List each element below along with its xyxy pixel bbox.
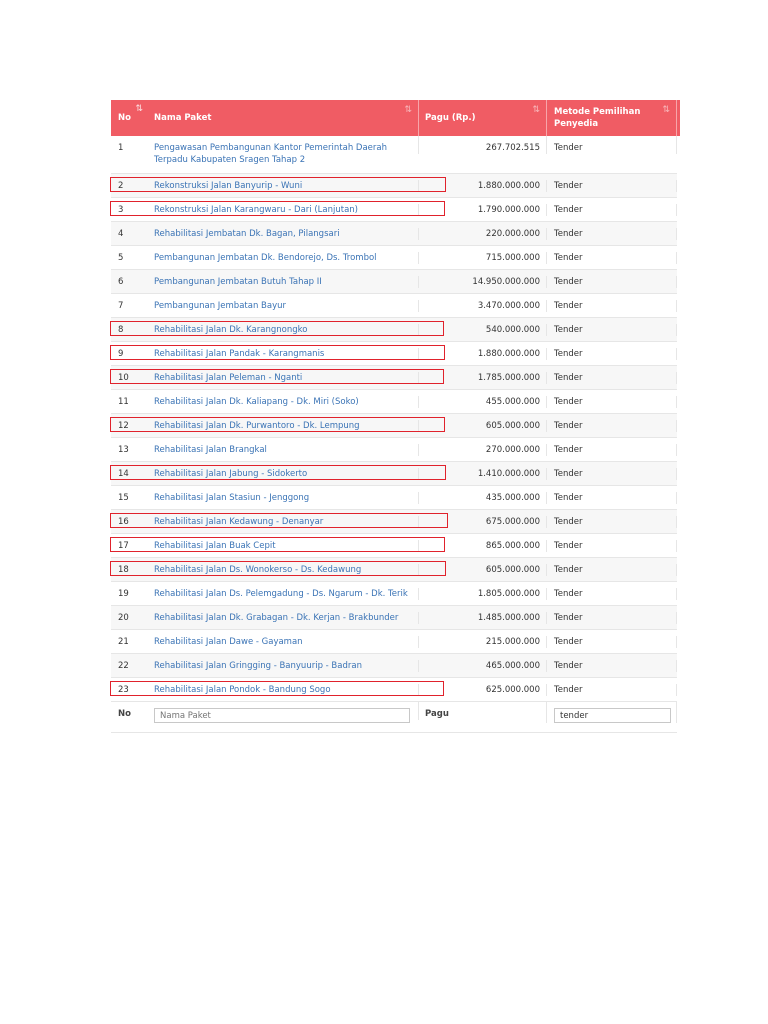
row-nama-cell	[147, 612, 418, 624]
table-row	[111, 606, 677, 630]
row-pagu: 865.000.000	[418, 540, 546, 552]
table-row	[111, 630, 677, 654]
table-row	[111, 438, 677, 462]
row-no: 18	[118, 564, 129, 575]
row-nama-cell	[147, 588, 418, 600]
row-metode: Tender	[546, 396, 677, 408]
table-row	[111, 270, 677, 294]
row-nama-cell	[147, 564, 418, 576]
row-nama-cell	[147, 204, 418, 216]
table-row	[111, 678, 677, 702]
paket-name-link[interactable]: Rehabilitasi Jalan Dk. Kaliapang - Dk. Miri (Soko)	[154, 396, 359, 407]
sort-icon[interactable]: ⇅	[404, 105, 411, 115]
row-no: 19	[118, 588, 129, 599]
row-no: 16	[118, 516, 129, 527]
paket-name-link[interactable]: Rehabilitasi Jalan Brangkal	[154, 444, 267, 455]
row-no: 14	[118, 468, 129, 479]
footer-pagu-label: Pagu	[418, 702, 546, 720]
row-nama-cell	[147, 684, 418, 696]
row-nama-cell	[147, 300, 418, 312]
footer-nama-cell	[147, 702, 418, 723]
row-nama-cell	[147, 276, 418, 288]
paket-name-link[interactable]: Pengawasan Pembangunan Kantor Pemerintah Daerah Terpadu Kabupaten Sragen Tahap 2	[154, 143, 387, 165]
header-pagu-label: Pagu (Rp.)	[425, 113, 476, 123]
row-metode: Tender	[546, 612, 677, 624]
row-no: 4	[118, 228, 124, 239]
row-pagu: 215.000.000	[418, 636, 546, 648]
row-metode: Tender	[546, 516, 677, 528]
paket-name-link[interactable]: Rehabilitasi Jembatan Dk. Bagan, Pilangsari	[154, 228, 340, 239]
header-edge	[677, 100, 680, 136]
paket-name-link[interactable]: Rekonstruksi Jalan Banyurip - Wuni	[154, 180, 303, 191]
row-pagu: 1.805.000.000	[418, 588, 546, 600]
paket-name-link[interactable]: Rehabilitasi Jalan Pandak - Karangmanis	[154, 348, 325, 359]
row-no: 9	[118, 348, 124, 359]
paket-name-link[interactable]: Rehabilitasi Jalan Stasiun - Jenggong	[154, 492, 310, 503]
row-no: 21	[118, 636, 129, 647]
row-metode: Tender	[546, 468, 677, 480]
paket-name-link[interactable]: Rehabilitasi Jalan Peleman - Nganti	[154, 372, 303, 383]
paket-table	[111, 100, 677, 733]
row-pagu: 267.702.515	[418, 136, 546, 154]
header-nama-paket[interactable]	[147, 100, 418, 136]
row-nama-cell	[147, 660, 418, 672]
row-metode: Tender	[546, 276, 677, 288]
row-metode: Tender	[546, 540, 677, 552]
row-nama-cell	[147, 468, 418, 480]
table-row	[111, 582, 677, 606]
row-pagu: 14.950.000.000	[418, 276, 546, 288]
row-nama-cell	[147, 636, 418, 648]
row-metode: Tender	[546, 636, 677, 648]
paket-name-link[interactable]: Rehabilitasi Jalan Jabung - Sidokerto	[154, 468, 308, 479]
row-no: 3	[118, 204, 124, 215]
row-pagu: 220.000.000	[418, 228, 546, 240]
row-metode: Tender	[546, 300, 677, 312]
header-no[interactable]	[111, 100, 147, 136]
row-metode: Tender	[546, 228, 677, 240]
paket-name-link[interactable]: Rehabilitasi Jalan Kedawung - Denanyar	[154, 516, 324, 527]
paket-name-link[interactable]: Rehabilitasi Jalan Dk. Karangnongko	[154, 324, 308, 335]
paket-name-link[interactable]: Rehabilitasi Jalan Ds. Wonokerso - Ds. Kedawung	[154, 564, 362, 575]
row-no: 23	[118, 684, 129, 695]
row-no: 1	[118, 143, 124, 153]
paket-name-link[interactable]: Rehabilitasi Jalan Ds. Pelemgadung - Ds. Ngarum - Dk. Terik	[154, 588, 408, 599]
row-pagu: 1.785.000.000	[418, 372, 546, 384]
paket-name-link[interactable]: Rehabilitasi Jalan Pondok - Bandung Sogo	[154, 684, 331, 695]
row-nama-cell	[147, 396, 418, 408]
table-row	[111, 198, 677, 222]
row-nama-cell	[147, 492, 418, 504]
row-nama-cell	[147, 324, 418, 336]
table-row	[111, 136, 677, 174]
table-row	[111, 174, 677, 198]
table-row	[111, 486, 677, 510]
table-row	[111, 414, 677, 438]
paket-name-link[interactable]: Rehabilitasi Jalan Dk. Purwantoro - Dk. Lempung	[154, 420, 360, 431]
row-pagu: 435.000.000	[418, 492, 546, 504]
row-pagu: 605.000.000	[418, 420, 546, 432]
table-row	[111, 294, 677, 318]
row-pagu: 1.880.000.000	[418, 180, 546, 192]
row-pagu: 605.000.000	[418, 564, 546, 576]
table-body	[111, 136, 677, 702]
header-pagu[interactable]	[418, 100, 546, 136]
row-metode: Tender	[546, 252, 677, 264]
paket-name-link[interactable]: Rehabilitasi Jalan Buak Cepit	[154, 540, 276, 551]
paket-name-link[interactable]: Rehabilitasi Jalan Gringging - Banyuurip - Badran	[154, 660, 362, 671]
filter-row	[111, 702, 677, 733]
sort-icon[interactable]: ⇅	[532, 105, 539, 115]
paket-name-link[interactable]: Rehabilitasi Jalan Dk. Grabagan - Dk. Kerjan - Brakbunder	[154, 612, 399, 623]
row-metode: Tender	[546, 564, 677, 576]
header-nama-label: Nama Paket	[154, 113, 212, 123]
row-metode: Tender	[546, 588, 677, 600]
row-no: 6	[118, 276, 124, 287]
row-nama-cell	[147, 516, 418, 528]
row-nama-cell	[147, 420, 418, 432]
row-no: 15	[118, 492, 129, 503]
row-no: 5	[118, 252, 124, 263]
row-metode: Tender	[546, 684, 677, 696]
paket-name-link[interactable]: Pembangunan Jembatan Butuh Tahap II	[154, 276, 322, 287]
footer-no-label: No	[118, 709, 131, 719]
paket-name-link[interactable]: Rekonstruksi Jalan Karangwaru - Dari (Lanjutan)	[154, 204, 358, 215]
row-pagu: 625.000.000	[418, 684, 546, 696]
row-pagu: 1.485.000.000	[418, 612, 546, 624]
row-pagu: 715.000.000	[418, 252, 546, 264]
row-nama-cell	[147, 136, 418, 166]
table-row	[111, 342, 677, 366]
row-nama-cell	[147, 252, 418, 264]
row-pagu: 455.000.000	[418, 396, 546, 408]
table-row	[111, 390, 677, 414]
row-pagu: 540.000.000	[418, 324, 546, 336]
row-nama-cell	[147, 228, 418, 240]
row-pagu: 1.880.000.000	[418, 348, 546, 360]
header-no-label: No	[118, 113, 131, 123]
row-metode: Tender	[546, 492, 677, 504]
row-nama-cell	[147, 444, 418, 456]
row-metode: Tender	[546, 136, 677, 154]
row-no: 22	[118, 660, 129, 671]
row-no: 11	[118, 396, 129, 407]
table-row	[111, 246, 677, 270]
row-no: 20	[118, 612, 129, 623]
footer-metode-cell	[546, 702, 677, 723]
sort-icon[interactable]: ⇅	[662, 105, 669, 115]
row-pagu: 270.000.000	[418, 444, 546, 456]
row-pagu: 675.000.000	[418, 516, 546, 528]
table-row	[111, 222, 677, 246]
row-no: 10	[118, 372, 129, 383]
row-metode: Tender	[546, 444, 677, 456]
table-header	[111, 100, 677, 136]
table-row	[111, 462, 677, 486]
row-metode: Tender	[546, 372, 677, 384]
table-row	[111, 534, 677, 558]
row-nama-cell	[147, 372, 418, 384]
paket-name-link[interactable]: Rehabilitasi Jalan Dawe - Gayaman	[154, 636, 303, 647]
row-metode: Tender	[546, 180, 677, 192]
row-metode: Tender	[546, 324, 677, 336]
row-pagu: 3.470.000.000	[418, 300, 546, 312]
row-nama-cell	[147, 348, 418, 360]
header-metode-label: Metode Pemilihan Penyedia	[554, 107, 641, 129]
metode-filter-input[interactable]	[554, 708, 671, 723]
row-no: 12	[118, 420, 129, 431]
row-no: 7	[118, 300, 124, 311]
table-row	[111, 366, 677, 390]
row-pagu: 1.790.000.000	[418, 204, 546, 216]
row-no: 8	[118, 324, 124, 335]
paket-name-link[interactable]: Pembangunan Jembatan Dk. Bendorejo, Ds. Trombol	[154, 252, 377, 263]
table-row	[111, 558, 677, 582]
table-row	[111, 318, 677, 342]
row-nama-cell	[147, 540, 418, 552]
table-row	[111, 654, 677, 678]
row-pagu: 465.000.000	[418, 660, 546, 672]
sort-icon[interactable]: ⇅	[135, 104, 142, 114]
row-metode: Tender	[546, 204, 677, 216]
row-nama-cell	[147, 180, 418, 192]
row-metode: Tender	[546, 348, 677, 360]
row-pagu: 1.410.000.000	[418, 468, 546, 480]
row-no: 2	[118, 180, 124, 191]
table-row	[111, 510, 677, 534]
row-metode: Tender	[546, 660, 677, 672]
row-no: 13	[118, 444, 129, 455]
header-metode[interactable]	[546, 100, 677, 136]
paket-name-link[interactable]: Pembangunan Jembatan Bayur	[154, 300, 286, 311]
nama-paket-filter-input[interactable]	[154, 708, 410, 723]
row-no: 17	[118, 540, 129, 551]
row-metode: Tender	[546, 420, 677, 432]
